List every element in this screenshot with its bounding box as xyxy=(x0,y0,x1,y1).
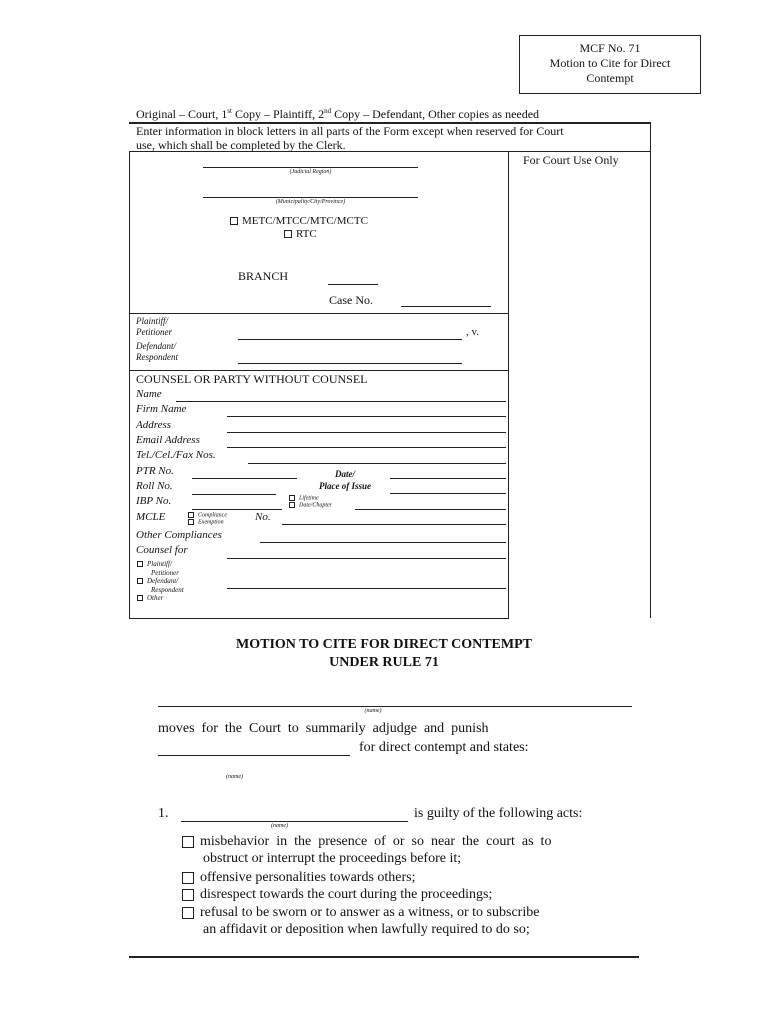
counsel-for-field[interactable] xyxy=(227,558,506,559)
court-use-only-label: For Court Use Only xyxy=(523,153,619,167)
compliance-checkbox[interactable] xyxy=(188,512,194,518)
contempt-tail: for direct contempt and states: xyxy=(359,740,529,755)
opt-other[interactable]: Other xyxy=(137,594,184,603)
movant-name-caption: (name) xyxy=(364,708,382,714)
guilty-party-field[interactable] xyxy=(181,821,408,822)
form-title-line-2: Contempt xyxy=(586,71,634,85)
mtc-checkbox[interactable] xyxy=(230,217,238,225)
table-middle-border xyxy=(508,151,509,618)
mcle-no-field[interactable] xyxy=(282,524,506,525)
ibp-chapter-field[interactable] xyxy=(355,509,506,510)
firm-name-field[interactable] xyxy=(227,416,506,417)
tel-label: Tel./Cel./Fax Nos. xyxy=(136,449,216,461)
table-top-border xyxy=(129,151,650,152)
judicial-region-line xyxy=(203,167,418,168)
email-field[interactable] xyxy=(227,447,506,448)
opt-plaintiff[interactable]: Plaintiff/ xyxy=(137,560,184,569)
caption-divider xyxy=(129,313,509,314)
guilty-name-caption: (name) xyxy=(271,823,288,829)
act-4-option[interactable]: refusal to be sworn or to answer as a witness, or to subscribe xyxy=(182,904,539,921)
date-label: Date/ xyxy=(335,469,355,479)
exemption-checkbox[interactable] xyxy=(188,519,194,525)
act-2-checkbox[interactable] xyxy=(182,872,194,884)
branch-field[interactable] xyxy=(328,284,378,285)
counsel-for-label: Counsel for xyxy=(136,544,188,556)
place-of-issue-label: Place of Issue xyxy=(319,481,371,491)
table-bottom-border xyxy=(129,618,509,619)
other-compliances-field[interactable] xyxy=(260,542,506,543)
tel-field[interactable] xyxy=(248,463,506,464)
mcle-no-label: No. xyxy=(255,511,271,523)
case-no-label: Case No. xyxy=(329,293,373,307)
ptr-field[interactable] xyxy=(192,478,297,479)
court-option-rtc[interactable]: RTC xyxy=(284,228,317,240)
act-4: refusal to be sworn or to answer as a witness, or to subscribe an affidavit or deposition when lawfully required to do so; xyxy=(182,904,539,938)
lifetime-checkbox[interactable] xyxy=(289,495,295,501)
opt-other-checkbox[interactable] xyxy=(137,595,143,601)
motion-title: MOTION TO CITE FOR DIRECT CONTEMPT xyxy=(236,637,532,652)
case-no-field[interactable] xyxy=(401,306,491,307)
form-number: MCF No. 71 xyxy=(579,41,641,55)
form-number-box xyxy=(519,35,701,94)
compliance-option[interactable]: Compliance Exemption xyxy=(188,512,227,527)
plaintiff-label: Plaintiff/ Petitioner xyxy=(136,316,172,337)
defendant-field[interactable] xyxy=(238,363,462,364)
address-field[interactable] xyxy=(227,432,506,433)
respondent-name-caption: (name) xyxy=(226,774,243,780)
defendant-label: Defendant/ Respondent xyxy=(136,341,178,362)
rtc-checkbox[interactable] xyxy=(284,230,292,238)
firm-name-label: Firm Name xyxy=(136,403,187,415)
table-right-border xyxy=(650,122,651,618)
act-3-checkbox[interactable] xyxy=(182,889,194,901)
parties-divider xyxy=(129,370,509,371)
email-label: Email Address xyxy=(136,434,200,446)
address-label: Address xyxy=(136,419,172,431)
ptr-label: PTR No. xyxy=(136,465,174,477)
ibp-field[interactable] xyxy=(192,494,276,495)
opt-defendant-checkbox[interactable] xyxy=(137,578,143,584)
act-4-checkbox[interactable] xyxy=(182,907,194,919)
opt-plaintiff-checkbox[interactable] xyxy=(137,561,143,567)
instructions-line-1: Enter information in block letters in all parts of the Form except when reserved for Court xyxy=(136,124,564,138)
municipality-caption: (Municipality/City/Province) xyxy=(275,199,346,205)
name-label: Name xyxy=(136,388,162,400)
movant-name-field[interactable] xyxy=(158,706,632,707)
act-1-checkbox[interactable] xyxy=(182,836,194,848)
municipality-line xyxy=(203,197,418,198)
moves-line: moves for the Court to summarily adjudge and punish xyxy=(158,721,489,736)
guilty-tail: is guilty of the following acts: xyxy=(414,806,583,821)
other-compliances-label: Other Compliances xyxy=(136,529,222,541)
counsel-heading: COUNSEL OR PARTY WITHOUT COUNSEL xyxy=(136,372,368,386)
versus-label: , v. xyxy=(466,326,480,338)
act-1-option[interactable]: misbehavior in the presence of or so near the court as to xyxy=(182,833,632,850)
respondent-name-field[interactable] xyxy=(158,755,350,756)
table-left-border xyxy=(129,151,130,618)
plaintiff-field[interactable] xyxy=(238,339,462,340)
form-title-line-1: Motion to Cite for Direct xyxy=(549,56,671,70)
motion-subtitle: UNDER RULE 71 xyxy=(329,655,439,670)
opt-defendant[interactable]: Defendant/ xyxy=(137,577,184,586)
act-3[interactable]: disrespect towards the court during the proceedings; xyxy=(182,886,492,903)
lifetime-option[interactable]: Lifetime Date/Chapter xyxy=(289,495,332,510)
act-1: misbehavior in the presence of or so near the court as to obstruct or interrupt the proceedings before it; xyxy=(182,833,632,867)
counsel-for-field-2[interactable] xyxy=(227,588,506,589)
instructions-line-2: use, which shall be completed by the Clerk. xyxy=(136,138,346,152)
name-field[interactable] xyxy=(176,401,506,402)
branch-label: BRANCH xyxy=(238,269,289,283)
date-chapter-checkbox[interactable] xyxy=(289,502,295,508)
ibp-field-2[interactable] xyxy=(192,509,282,510)
act-2[interactable]: offensive personalities towards others; xyxy=(182,869,416,886)
mcle-label: MCLE xyxy=(136,511,166,523)
counsel-for-options: Plaintiff/ Petitioner Defendant/ Respondent Other xyxy=(137,560,184,603)
distribution-note: Original – Court, 1st Copy – Plaintiff, 2nd Copy – Defendant, Other copies as needed xyxy=(136,107,540,121)
court-option-mtc[interactable]: METC/MTCC/MTC/MCTC xyxy=(230,215,368,227)
page-bottom-divider xyxy=(129,956,639,958)
ptr-date-field[interactable] xyxy=(390,478,506,479)
roll-label: Roll No. xyxy=(136,480,173,492)
ibp-label: IBP No. xyxy=(136,495,172,507)
roll-date-field[interactable] xyxy=(390,493,506,494)
judicial-region-caption: (Judicial Region) xyxy=(289,169,332,175)
item-number: 1. xyxy=(158,806,169,821)
